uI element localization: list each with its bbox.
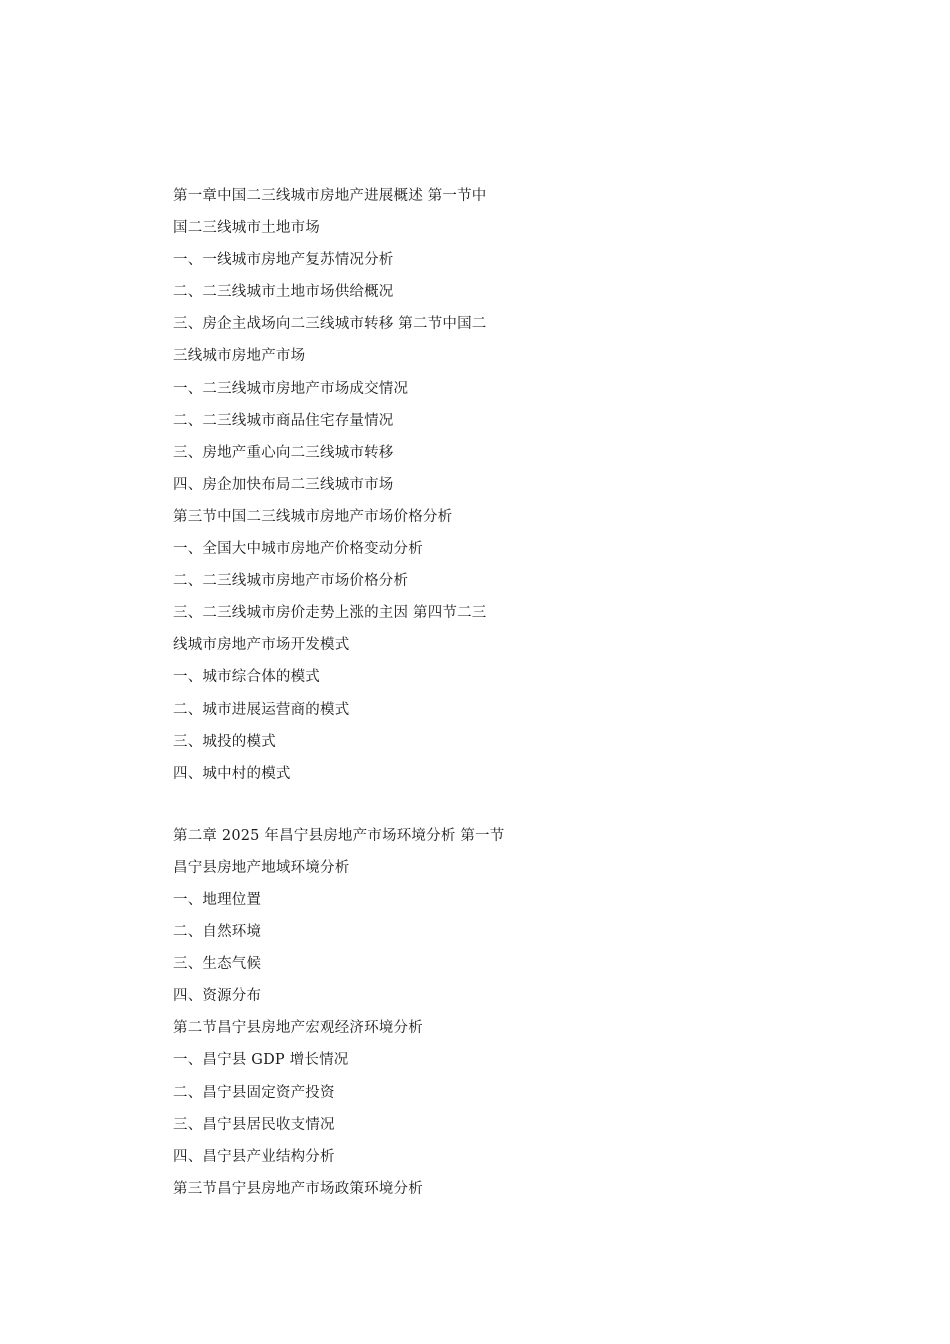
chapter-2-section — [173, 820, 533, 1205]
toc-item: 四、资源分布 — [173, 988, 262, 1005]
toc-item: 三、房地产重心向二三线城市转移 — [173, 444, 394, 461]
toc-item: 一、全国大中城市房地产价格变动分析 — [173, 541, 423, 558]
chapter-1-section — [173, 180, 533, 790]
toc-item: 四、昌宁县产业结构分析 — [173, 1148, 335, 1165]
toc-item: 四、城中村的模式 — [173, 765, 291, 782]
toc-item: 二、自然环境 — [173, 924, 262, 941]
toc-item: 四、房企加快布局二三线城市市场 — [173, 476, 394, 493]
toc-item: 一、二三线城市房地产市场成交情况 — [173, 380, 409, 397]
section-heading: 第二节昌宁县房地产宏观经济环境分析 — [173, 1020, 423, 1037]
toc-item: 三、生态气候 — [173, 956, 262, 973]
toc-item: 三、房企主战场向二三线城市转移 第二节中国二 — [173, 316, 487, 333]
toc-item: 三、二三线城市房价走势上涨的主因 第四节二三 — [173, 605, 487, 622]
section-heading: 第三节中国二三线城市房地产市场价格分析 — [173, 508, 453, 525]
toc-item: 一、城市综合体的模式 — [173, 669, 320, 686]
toc-item: 二、二三线城市房地产市场价格分析 — [173, 573, 409, 590]
toc-item: 二、城市进展运营商的模式 — [173, 701, 350, 718]
chapter-spacer — [173, 790, 533, 820]
chapter-1-title-line-1: 第一章中国二三线城市房地产进展概述 第一节中 — [173, 188, 487, 204]
table-of-contents — [173, 180, 533, 1205]
chapter-2-title-line-1: 第二章 2025 年昌宁县房地产市场环境分析 第一节 — [173, 827, 505, 844]
chapter-2-title-line-2: 昌宁县房地产地域环境分析 — [173, 859, 350, 876]
chapter-1-title-line-2: 国二三线城市土地市场 — [173, 220, 320, 237]
toc-item: 三、城投的模式 — [173, 733, 276, 750]
toc-item: 二、昌宁县固定资产投资 — [173, 1084, 335, 1101]
section-heading: 第三节昌宁县房地产市场政策环境分析 — [173, 1180, 423, 1197]
toc-item: 二、二三线城市土地市场供给概况 — [173, 284, 394, 301]
toc-item: 线城市房地产市场开发模式 — [173, 637, 350, 654]
toc-item: 二、二三线城市商品住宅存量情况 — [173, 412, 394, 429]
toc-item: 一、地理位置 — [173, 891, 262, 908]
toc-item: 三线城市房地产市场 — [173, 348, 306, 365]
toc-item: 一、一线城市房地产复苏情况分析 — [173, 252, 394, 269]
toc-item: 一、昌宁县 GDP 增长情况 — [173, 1052, 349, 1069]
toc-item: 三、昌宁县居民收支情况 — [173, 1116, 335, 1133]
